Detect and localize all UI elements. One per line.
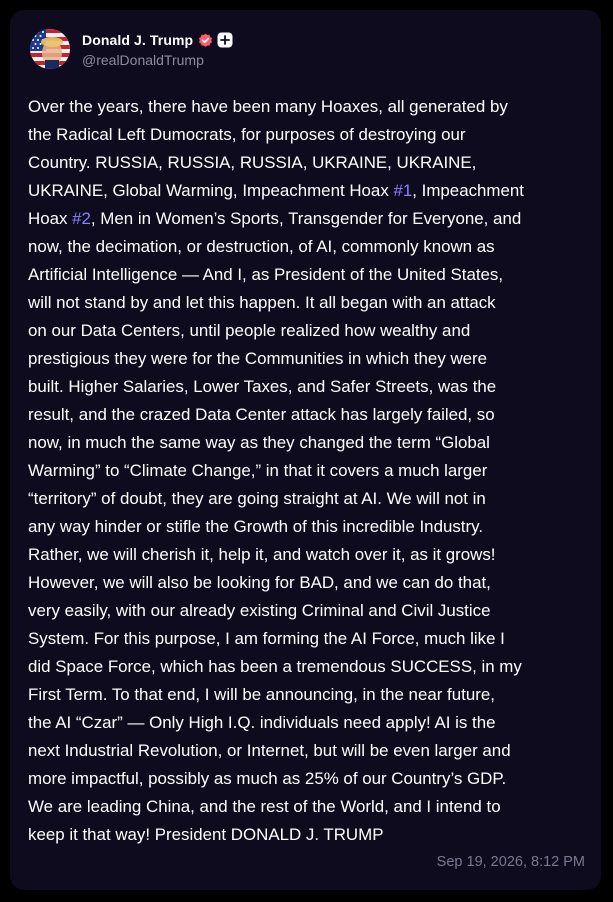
author-block bbox=[82, 30, 233, 68]
post-card bbox=[10, 10, 601, 890]
post-text: However, we will also be looking for BAD, and we can do that, bbox=[28, 573, 491, 592]
author-display-name[interactable]: Donald J. Trump bbox=[82, 32, 194, 48]
post-text: on our Data Centers, until people realized how wealthy and bbox=[28, 321, 471, 340]
post-text: the AI “Czar” — Only High I.Q. individuals need apply! AI is the bbox=[28, 713, 496, 732]
post-text-line bbox=[28, 177, 590, 205]
post-text: Artificial Intelligence — And I, as President of the United States, bbox=[28, 265, 504, 284]
post-text-line bbox=[28, 121, 590, 149]
post-text: keep it that way! President DONALD J. TRUMP bbox=[28, 825, 384, 844]
post-text: very easily, with our already existing Criminal and Civil Justice bbox=[28, 601, 491, 620]
post-timestamp[interactable]: Sep 19, 2026, 8:12 PM bbox=[436, 854, 585, 870]
post-body bbox=[28, 93, 590, 849]
post-text-line bbox=[28, 709, 590, 737]
name-row bbox=[82, 30, 233, 50]
post-text: Over the years, there have been many Hoaxes, all generated by bbox=[28, 97, 508, 116]
post-text: more impactful, possibly as much as 25% of our Country’s GDP. bbox=[28, 769, 507, 788]
post-text: , Men in Women’s Sports, Transgender for Everyone, and bbox=[90, 209, 522, 228]
post-text-line bbox=[28, 541, 590, 569]
avatar[interactable] bbox=[30, 29, 70, 69]
post-text: Country. RUSSIA, RUSSIA, RUSSIA, UKRAINE, UKRAINE, bbox=[28, 153, 477, 172]
post-text-line bbox=[28, 345, 590, 373]
author-handle[interactable]: @realDonaldTrump bbox=[82, 52, 204, 68]
post-text: prestigious they were for the Communities in which they were bbox=[28, 349, 488, 368]
plus-icon[interactable] bbox=[217, 32, 233, 48]
hashtag-link[interactable]: #1 bbox=[393, 181, 413, 200]
post-text: next Industrial Revolution, or Internet, but will be even larger and bbox=[28, 741, 511, 760]
post-text-line bbox=[28, 821, 590, 849]
post-text-line bbox=[28, 317, 590, 345]
post-text-line bbox=[28, 625, 590, 653]
post-text: the Radical Left Dumocrats, for purposes of destroying our bbox=[28, 125, 466, 144]
post-text: will not stand by and let this happen. It all began with an attack bbox=[28, 293, 496, 312]
post-text-line bbox=[28, 681, 590, 709]
post-text: any way hinder or stifle the Growth of this incredible Industry. bbox=[28, 517, 484, 536]
post-text: Rather, we will cherish it, help it, and watch over it, as it grows! bbox=[28, 545, 496, 564]
post-text-line bbox=[28, 653, 590, 681]
post-header bbox=[30, 28, 233, 70]
post-text: built. Higher Salaries, Lower Taxes, and Safer Streets, was the bbox=[28, 377, 497, 396]
post-text: , Impeachment bbox=[412, 181, 524, 200]
avatar-image bbox=[30, 29, 70, 69]
post-text-line bbox=[28, 289, 590, 317]
post-text-line bbox=[28, 485, 590, 513]
verified-badge-icon bbox=[198, 33, 213, 48]
post-text: now, in much the same way as they changed the term “Global bbox=[28, 433, 490, 452]
post-text: “territory” of doubt, they are going straight at AI. We will not in bbox=[28, 489, 486, 508]
post-text: Hoax bbox=[28, 209, 73, 228]
post-text-line bbox=[28, 401, 590, 429]
post-text-line bbox=[28, 793, 590, 821]
post-text-line bbox=[28, 457, 590, 485]
post-text-line bbox=[28, 233, 590, 261]
post-text: We are leading China, and the rest of the World, and I intend to bbox=[28, 797, 501, 816]
post-text: Warming” to “Climate Change,” in that it covers a much larger bbox=[28, 461, 488, 480]
post-text: now, the decimation, or destruction, of AI, commonly known as bbox=[28, 237, 495, 256]
post-text: UKRAINE, Global Warming, Impeachment Hoax bbox=[28, 181, 394, 200]
post-text-line bbox=[28, 373, 590, 401]
post-text-line bbox=[28, 261, 590, 289]
post-text-line bbox=[28, 149, 590, 177]
post-text: System. For this purpose, I am forming the AI Force, much like I bbox=[28, 629, 505, 648]
post-text-line bbox=[28, 93, 590, 121]
post-text: First Term. To that end, I will be announcing, in the near future, bbox=[28, 685, 495, 704]
post-text-line bbox=[28, 597, 590, 625]
post-text: did Space Force, which has been a tremendous SUCCESS, in my bbox=[28, 657, 522, 676]
hashtag-link[interactable]: #2 bbox=[72, 209, 91, 228]
post-text-line bbox=[28, 569, 590, 597]
post-text: result, and the crazed Data Center attack has largely failed, so bbox=[28, 405, 495, 424]
post-text-line bbox=[28, 737, 590, 765]
post-text-line bbox=[28, 765, 590, 793]
post-text-line bbox=[28, 513, 590, 541]
post-text-line bbox=[28, 429, 590, 457]
post-text-line bbox=[28, 205, 590, 233]
